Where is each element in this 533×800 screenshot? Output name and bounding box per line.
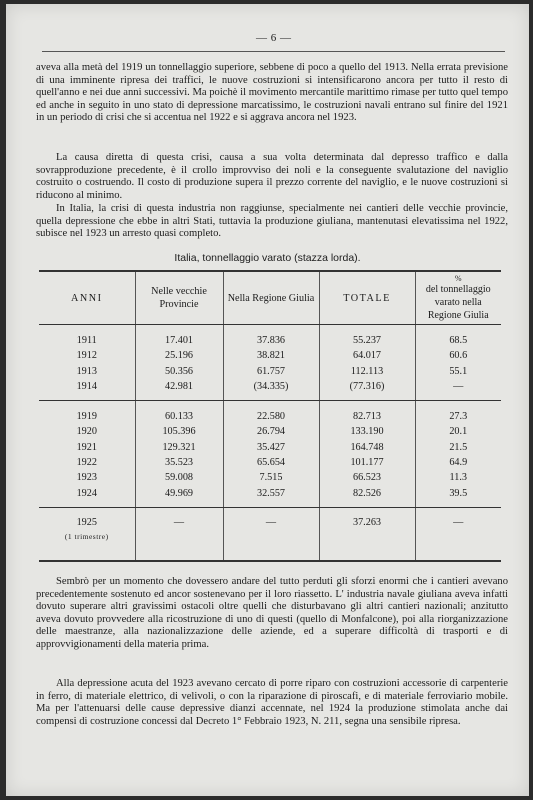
cell-pct: 68.5 bbox=[415, 325, 501, 349]
cell-anno-note: (1 trimestre) bbox=[64, 531, 109, 541]
cell-anno: 1919 bbox=[76, 411, 97, 423]
cell-vecchie: — bbox=[135, 507, 223, 561]
page-number: — 6 — bbox=[256, 32, 292, 44]
table-row bbox=[39, 364, 501, 379]
cell-pct: 27.3 bbox=[415, 401, 501, 425]
cell-vecchie: 50.356 bbox=[135, 364, 223, 379]
cell-vecchie: 42.981 bbox=[135, 379, 223, 401]
header-anni: ANNI bbox=[39, 271, 135, 325]
cell-pct: — bbox=[415, 379, 501, 401]
cell-totale: 82.526 bbox=[319, 486, 415, 508]
cell-totale: 164.748 bbox=[319, 440, 415, 455]
cell-pct: 60.6 bbox=[415, 348, 501, 363]
document-page bbox=[6, 4, 529, 796]
cell-vecchie: 25.196 bbox=[135, 348, 223, 363]
cell-anno: 1912 bbox=[76, 350, 97, 362]
table-row bbox=[39, 455, 501, 470]
table-header-row bbox=[39, 271, 501, 325]
cell-giulia: 26.794 bbox=[223, 424, 319, 439]
cell-totale: 101.177 bbox=[319, 455, 415, 470]
paragraph-1: aveva alla metà del 1919 un tonnellaggio superiore, sebbene di poco a quello del 1913. Nella errata previsione di una imminente ripresa dei traffici, le nuove costruzioni si intensificarono ancora per tutto il resto di quell'anno e nei due anni successivi. Ma poichè il movimento mercantile marittimo rimase per tutto quel tempo ed anche in seguito in uno stato di depressione marcatissimo, le costruzioni navali entrano sul finire del 1921 in un periodo di crisi che si accentua nel 1922 e si aggrava ancora nel 1923. bbox=[36, 62, 508, 124]
table-row bbox=[39, 440, 501, 455]
cell-giulia: 65.654 bbox=[223, 455, 319, 470]
paragraph-2: La causa diretta di questa crisi, causa a sua volta determinata dal depresso traffico e dalla sovrapproduzione precedente, è il crollo improvviso dei noli e la conseguente svalutazione del naviglio costruito o costruendo. Il costo di produzione supera il prezzo corrente del naviglio, e le nuove costruzioni si riducono al minimo. bbox=[36, 152, 508, 201]
table-row bbox=[39, 424, 501, 439]
cell-totale: 82.713 bbox=[319, 401, 415, 425]
cell-totale: 66.523 bbox=[319, 470, 415, 485]
cell-giulia: 35.427 bbox=[223, 440, 319, 455]
cell-pct: 20.1 bbox=[415, 424, 501, 439]
cell-anno: 1923 bbox=[76, 472, 97, 484]
cell-totale: 64.017 bbox=[319, 348, 415, 363]
header-vecchie-provincie: Nelle vecchie Provincie bbox=[135, 271, 223, 325]
cell-anno bbox=[39, 507, 135, 561]
header-rule bbox=[42, 51, 505, 52]
cell-vecchie: 49.969 bbox=[135, 486, 223, 508]
cell-vecchie: 105.396 bbox=[135, 424, 223, 439]
table-row bbox=[39, 348, 501, 363]
cell-giulia: 22.580 bbox=[223, 401, 319, 425]
cell-pct: 39.5 bbox=[415, 486, 501, 508]
cell-pct: 55.1 bbox=[415, 364, 501, 379]
table-row bbox=[39, 325, 501, 349]
cell-giulia: 61.757 bbox=[223, 364, 319, 379]
cell-giulia: 7.515 bbox=[223, 470, 319, 485]
table-row bbox=[39, 486, 501, 508]
header-percent: % del tonnellaggio varato nella Regione Giulia bbox=[415, 271, 501, 325]
cell-anno: 1914 bbox=[39, 379, 135, 401]
cell-anno: 1913 bbox=[76, 365, 97, 377]
table-row bbox=[39, 401, 501, 425]
cell-totale: 37.263 bbox=[319, 507, 415, 561]
cell-totale: 55.237 bbox=[319, 325, 415, 349]
tonnage-table bbox=[39, 270, 501, 562]
table-row bbox=[39, 507, 501, 561]
cell-totale: 133.190 bbox=[319, 424, 415, 439]
cell-anno: 1921 bbox=[76, 441, 97, 453]
cell-giulia: (34.335) bbox=[223, 379, 319, 401]
cell-vecchie: 59.008 bbox=[135, 470, 223, 485]
paragraph-3: In Italia, la crisi di questa industria non raggiunse, specialmente nei cantieri delle vecchie provincie, quella depressione che ebbe in altri Stati, tuttavia la produzione giuliana, mantenutasi elevatissima nel 1922, subisce nel 1923 un arresto quasi completo. bbox=[36, 203, 508, 240]
paragraph-4: Sembrò per un momento che dovessero andare del tutto perduti gli sforzi enormi che i cantieri avevano precedentemente sostenuto ed ancor sostenevano per il loro riassetto. L' industria navale giuliana aveva infatti dovuto superare altri gravissimi ostacoli oltre quelli che disturbavano gli altri cantieri nazionali; anzitutto aveva dovuto provvedere alla ricostruzione di uno di questi (quello di Monfalcone), poi alla riorganizzazione delle maestranze, alla nazionalizzazione delle aziende, ed a superare difficoltà di trasporti e di approvvigionamenti della materia prima. bbox=[36, 576, 508, 650]
cell-anno: 1922 bbox=[76, 457, 97, 469]
cell-giulia: 38.821 bbox=[223, 348, 319, 363]
cell-anno: 1920 bbox=[76, 426, 97, 438]
percent-symbol: % bbox=[454, 273, 462, 283]
cell-pct: 11.3 bbox=[415, 470, 501, 485]
table-row bbox=[39, 379, 501, 401]
cell-pct: — bbox=[415, 507, 501, 561]
table-row bbox=[39, 470, 501, 485]
cell-giulia: 37.836 bbox=[223, 325, 319, 349]
cell-giulia: 32.557 bbox=[223, 486, 319, 508]
cell-totale: 112.113 bbox=[319, 364, 415, 379]
cell-pct: 64.9 bbox=[415, 455, 501, 470]
cell-giulia: — bbox=[223, 507, 319, 561]
paragraph-5: Alla depressione acuta del 1923 avevano cercato di porre riparo con costruzioni accessorie di carpenterie in ferro, di materiale elettrico, di velivoli, o con la riparazione di piroscafi, e di materiale ferroviario mobile. Ma per l'attenuarsi delle cause depressive dianzi accennate, nel 1924 la produzione stimolata anche dai compensi di costruzione concessi dal Decreto 1° Febbraio 1923, N. 211, segna una sensibile ripresa. bbox=[36, 678, 508, 727]
cell-anno: 1911 bbox=[76, 335, 97, 346]
cell-vecchie: 17.401 bbox=[135, 325, 223, 349]
table-title: Italia, tonnellaggio varato (stazza lorda). bbox=[174, 252, 361, 264]
header-regione-giulia: Nella Regione Giulia bbox=[223, 271, 319, 325]
cell-pct: 21.5 bbox=[415, 440, 501, 455]
cell-anno: 1924 bbox=[39, 486, 135, 508]
cell-anno-year: 1925 bbox=[76, 516, 97, 528]
cell-vecchie: 129.321 bbox=[135, 440, 223, 455]
cell-vecchie: 35.523 bbox=[135, 455, 223, 470]
header-totale: TOTALE bbox=[319, 271, 415, 325]
cell-totale: (77.316) bbox=[319, 379, 415, 401]
cell-vecchie: 60.133 bbox=[135, 401, 223, 425]
